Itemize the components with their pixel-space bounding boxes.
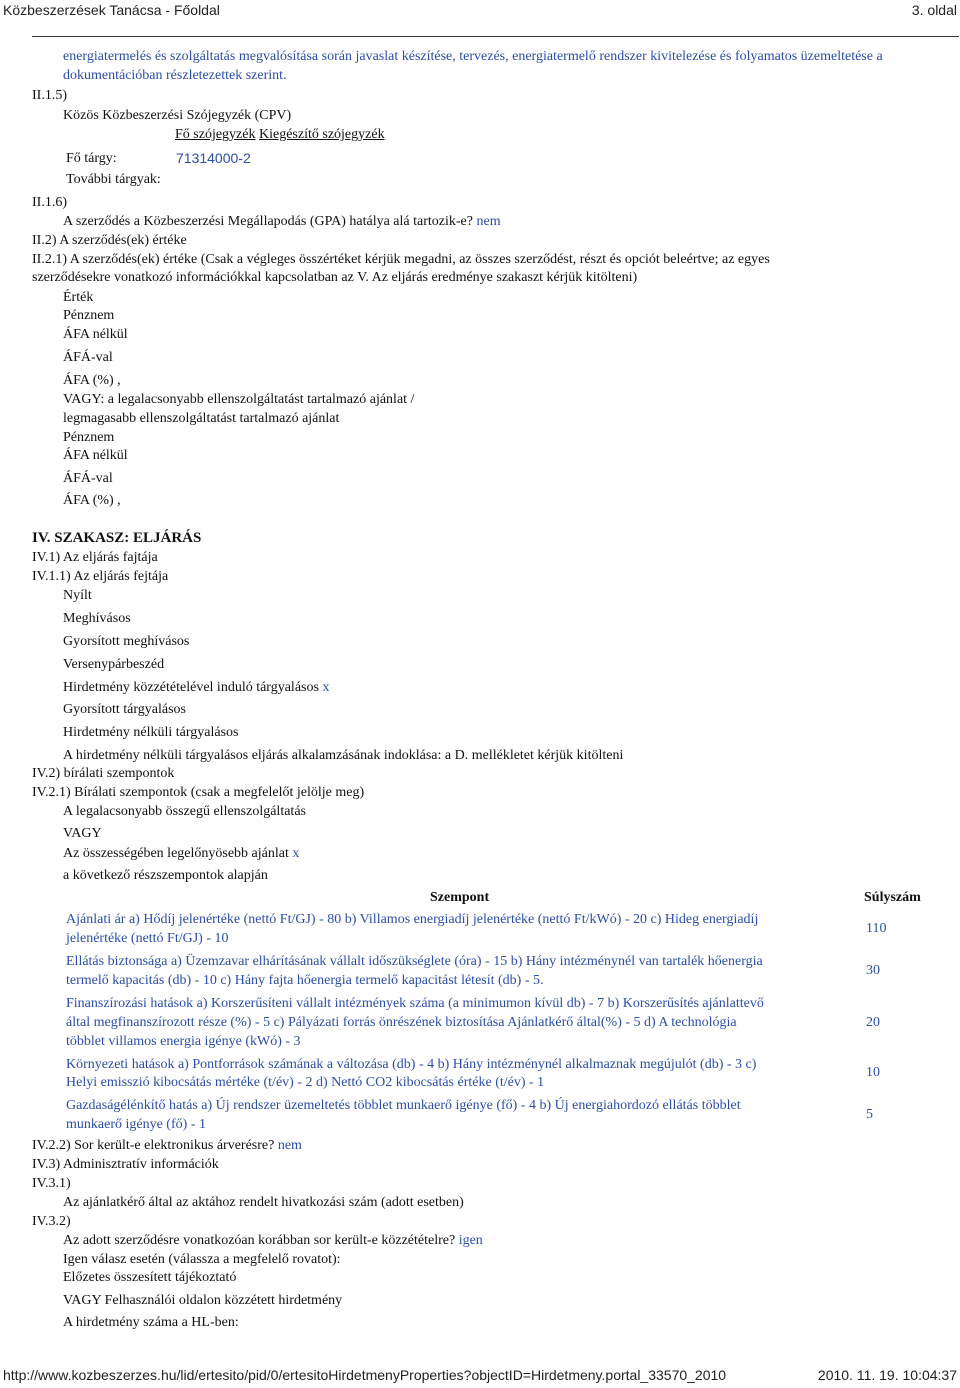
negotiated-justification-note: A hirdetmény nélküli tárgyalásos eljárás alkalamzásának indoklása: a D. mellékletet kérjük kitölteni [63, 748, 624, 763]
section-iv-3-2-number: IV.3.2) [32, 1214, 71, 1229]
value-description-line2: szerződésekre vonatkozó információkkal kapcsolatban az V. Az eljárás eredménye szakaszt kérjük kitölteni) [32, 270, 638, 285]
electronic-auction-answer: nem [277, 1138, 302, 1153]
cpv-supplementary-vocab-link[interactable]: Kiegészítő szójegyzék [259, 127, 385, 142]
page-header [0, 0, 960, 22]
criteria-row-2-line2: termelő kapacitás (db) - 10 c) Hány fajta hőenergia termelő kapacitást létesít (db) - 5. [66, 973, 544, 988]
section-iv-1-1-title: IV.1.1) Az eljárás fejtája [32, 569, 169, 584]
procedure-type-negotiated-with-notice: Hirdetmény közzétételével induló tárgyalásos x [63, 680, 330, 695]
page-number: 3. oldal [911, 2, 957, 18]
previous-publication-sub1: Igen válasz esetén (válassza a megfelelő rovatot): [63, 1252, 341, 1267]
footer-url: http://www.kozbeszerzes.hu/lid/ertesito/pid/0/ertesitoHirdetmenyProperties?objectID=Hirdetmeny.portal_33570_2010 [3, 1367, 727, 1383]
criteria-lowest-price: A legalacsonyabb összegű ellenszolgáltatás [63, 804, 306, 819]
previous-publication-sub2: Előzetes összesített tájékoztató [63, 1270, 237, 1285]
intro-text: energiatermelés és szolgáltatás megvalósítása során javaslat készítése, tervezés, energiatermelő rendszer kivitelezése és folyamatos üzemeltetése a dokumentációban részletezettek szerint. [63, 49, 883, 83]
gpa-answer: nem [476, 214, 501, 229]
criteria-row-5-line1: Gazdaságélénkítő hatás a) Új rendszer üzemeltetés többlet munkaerő igénye (fő) - 4 b) Új energiahordozó ellátás többlet [66, 1098, 741, 1113]
criteria-most-advantageous: Az összességében legelőnyösebb ajánlat x [63, 846, 300, 861]
section-iv-1-title: IV.1) Az eljárás fajtája [32, 550, 158, 565]
selected-mark: x [322, 680, 330, 695]
section-number-ii-1-5: II.1.5) [32, 88, 67, 103]
cpv-title: Közös Közbeszerzési Szójegyzék (CPV) [63, 108, 292, 123]
with-vat-label: ÁFÁ-val [63, 350, 113, 365]
procedure-type-negotiated-without-notice: Hirdetmény nélküli tárgyalásos [63, 725, 239, 740]
main-subject-value: 71314000-2 [176, 150, 251, 166]
criteria-row-4-line1: Környezeti hatások a) Pontforrások számának a változása (db) - 4 b) Hány intézménynél alkalmaznak megújulót (db) - 3 c) [66, 1057, 757, 1072]
cpv-main-vocab-link[interactable]: Fő szójegyzék [175, 127, 256, 142]
with-vat-label-2: ÁFÁ-val [63, 471, 113, 486]
without-vat-label: ÁFA nélkül [63, 327, 128, 342]
criteria-column-header: Szempont [430, 890, 490, 905]
criteria-subcriteria: a következő részszempontok alapján [63, 868, 268, 883]
value-description-line1: II.2.1) A szerződés(ek) értéke (Csak a végleges összértéket kérjük megadni, az összes szerződést, részt és opciót beleértve; az egyes [32, 252, 770, 267]
previous-publication-question: Az adott szerződésre vonatkozóan korábban sor került-e közzétételre? igen [63, 1233, 483, 1248]
header-divider [32, 36, 959, 37]
selected-mark-2: x [292, 846, 300, 861]
highest-offer-label: legmagasabb ellenszolgáltatást tartalmazó ajánlat [63, 411, 340, 426]
section-iv-3-1-number: IV.3.1) [32, 1176, 71, 1191]
procedure-type-restricted: Meghívásos [63, 611, 131, 626]
previous-publication-answer: igen [458, 1233, 483, 1248]
section-iv-2-1-title: IV.2.1) Bírálati szempontok (csak a megfelelőt jelölje meg) [32, 785, 365, 800]
weight-column-header: Súlyszám [864, 890, 921, 905]
procedure-type-open: Nyílt [63, 588, 92, 603]
value-label: Érték [63, 290, 94, 305]
criteria-or: VAGY [63, 826, 102, 841]
criteria-row-1-weight: 110 [866, 921, 887, 936]
main-subject-label: Fő tárgy: [66, 151, 117, 166]
procedure-type-accelerated-restricted: Gyorsított meghívásos [63, 634, 190, 649]
criteria-row-5-weight: 5 [866, 1107, 873, 1122]
criteria-row-1-line1: Ajánlati ár a) Hődíj jelenértéke (nettó Ft/GJ) - 80 b) Villamos energiadíj jelenértéke (nettó Ft/kWó) - 20 c) Hideg energiadíj [66, 912, 759, 927]
gpa-question: A szerződés a Közbeszerzési Megállapodás (GPA) hatálya alá tartozik-e? nem [63, 214, 501, 229]
criteria-row-1-line2: jelenértéke (nettó Ft/GJ) - 10 [66, 931, 229, 946]
section-number-ii-1-6: II.1.6) [32, 195, 67, 210]
procedure-type-competitive-dialogue: Versenypárbeszéd [63, 657, 165, 672]
other-subjects-label: További tárgyak: [66, 172, 161, 187]
section-iv-2-title: IV.2) bírálati szempontok [32, 766, 175, 781]
criteria-row-3-weight: 20 [866, 1015, 880, 1030]
criteria-row-4-line2: Helyi emisszió kibocsátás mértéke (t/év) - 2 d) Nettó CO2 kibocsátás értéke (t/év) - 1 [66, 1075, 545, 1090]
section-iv-3-title: IV.3) Adminisztratív információk [32, 1157, 219, 1172]
previous-publication-sub3: VAGY Felhasználói oldalon közzétett hirdetmény [63, 1293, 343, 1308]
currency-label-2: Pénznem [63, 430, 115, 445]
section-ii-2-title: II.2) A szerződés(ek) értéke [32, 233, 187, 248]
criteria-row-2-weight: 30 [866, 963, 880, 978]
vat-percent-label: ÁFA (%) , [63, 373, 121, 388]
section-iv-title: IV. SZAKASZ: ELJÁRÁS [32, 530, 202, 546]
previous-publication-sub4: A hirdetmény száma a HL-ben: [63, 1315, 239, 1330]
header-title: Közbeszerzések Tanácsa - Főoldal [3, 2, 220, 18]
procedure-type-accelerated-negotiated: Gyorsított tárgyalásos [63, 702, 187, 717]
vat-percent-label-2: ÁFA (%) , [63, 493, 121, 508]
currency-label: Pénznem [63, 308, 115, 323]
criteria-row-4-weight: 10 [866, 1065, 880, 1080]
without-vat-label-2: ÁFA nélkül [63, 448, 128, 463]
lowest-offer-label: VAGY: a legalacsonyabb ellenszolgáltatást tartalmazó ajánlat / [63, 392, 415, 407]
reference-number-label: Az ajánlatkérő által az aktához rendelt hivatkozási szám (adott esetben) [63, 1195, 464, 1210]
electronic-auction-question: IV.2.2) Sor került-e elektronikus árverésre? nem [32, 1138, 302, 1153]
criteria-row-3-line1: Finanszírozási hatások a) Korszerűsíteni vállalt intézmények száma (a minimumon kívül db) - 7 b) Korszerűsítés ajánlattevő [66, 996, 764, 1011]
criteria-row-5-line2: munkaerő igénye (fő) - 1 [66, 1117, 206, 1132]
footer-timestamp: 2010. 11. 19. 10:04:37 [817, 1367, 957, 1383]
criteria-row-3-line3: többlet villamos energia igénye (kWó) - 3 [66, 1034, 301, 1049]
criteria-row-3-line2: által megfinanszírozott része (%) - 5 c) Pályázati forrás önrészének biztosítása Ajánlatkérő által(%) - 5 d) A technológia [66, 1015, 737, 1030]
criteria-row-2-line1: Ellátás biztonsága a) Üzemzavar elhárításának vállalt időszükséglete (óra) - 15 b) Hány intézménynél van tartalék hőenergia [66, 954, 763, 969]
